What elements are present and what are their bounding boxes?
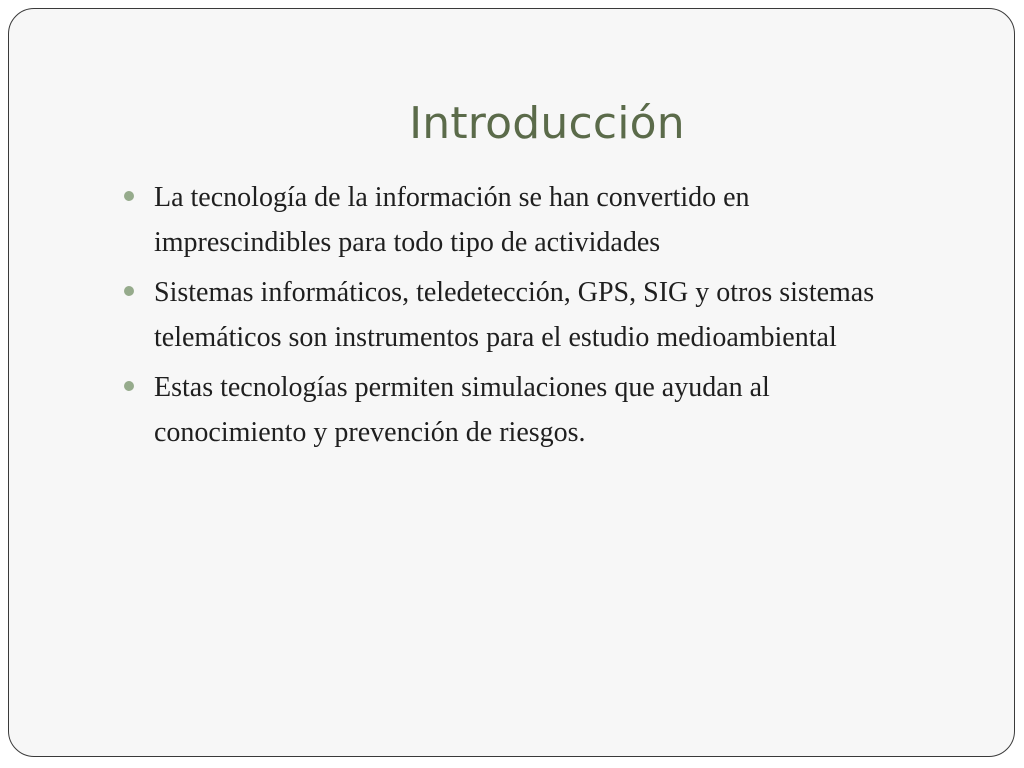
bullet-item (119, 175, 909, 265)
bullet-text: La tecnología de la información se han convertido en imprescindibles para todo tipo de actividades (154, 182, 750, 258)
bullet-dot-icon (124, 286, 134, 296)
bullet-text: Sistemas informáticos, teledetección, GPS, SIG y otros sistemas telemáticos son instrumentos para el estudio medioambiental (154, 277, 875, 353)
bullet-item (119, 365, 909, 455)
bullet-list (119, 175, 909, 460)
bullet-text: Estas tecnologías permiten simulaciones que ayudan al conocimiento y prevención de riesgos. (154, 372, 770, 448)
bullet-dot-icon (124, 191, 134, 201)
slide-title: Introducción (409, 98, 685, 149)
bullet-dot-icon (124, 381, 134, 391)
slide-frame (8, 8, 1015, 757)
bullet-item (119, 270, 909, 360)
